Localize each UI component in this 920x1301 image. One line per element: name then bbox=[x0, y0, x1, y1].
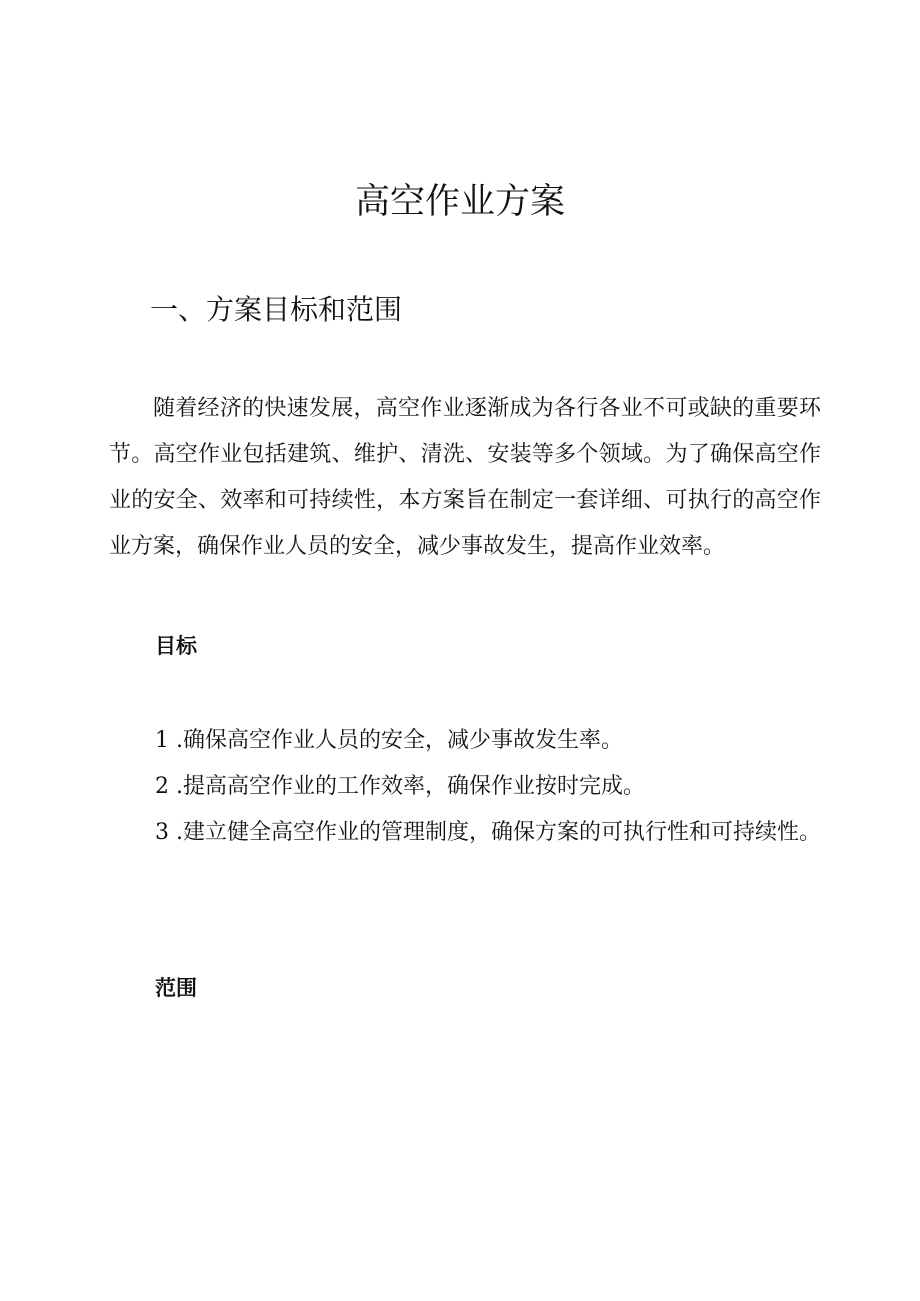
goal-item-3 bbox=[109, 810, 821, 856]
goal-text: .建立健全高空作业的管理制度，确保方案的可执行性和可持续性。 bbox=[176, 820, 821, 845]
goal-item-2 bbox=[109, 764, 821, 810]
goal-text: .提高高空作业的工作效率，确保作业按时完成。 bbox=[176, 774, 645, 799]
intro-paragraph: 随着经济的快速发展，高空作业逐渐成为各行各业不可或缺的重要环节。高空作业包括建筑、维护、清洗、安装等多个领域。为了确保高空作业的安全、效率和可持续性，本方案旨在制定一套详细、可执行的高空作业方案，确保作业人员的安全，减少事故发生，提高作业效率。 bbox=[109, 396, 821, 559]
document-title: 高空作业方案 bbox=[354, 182, 565, 222]
section-heading-goals-and-scope: 一、方案目标和范围 bbox=[150, 293, 403, 326]
scope-heading: 范围 bbox=[155, 976, 197, 1000]
goal-number: 2 bbox=[155, 774, 169, 799]
goals-heading: 目标 bbox=[155, 634, 197, 658]
goal-text: .确保高空作业人员的安全，减少事故发生率。 bbox=[176, 728, 623, 753]
goal-number: 1 bbox=[155, 728, 169, 753]
goal-number: 3 bbox=[155, 820, 169, 845]
goals-list bbox=[109, 718, 821, 856]
goal-item-1 bbox=[109, 718, 821, 764]
